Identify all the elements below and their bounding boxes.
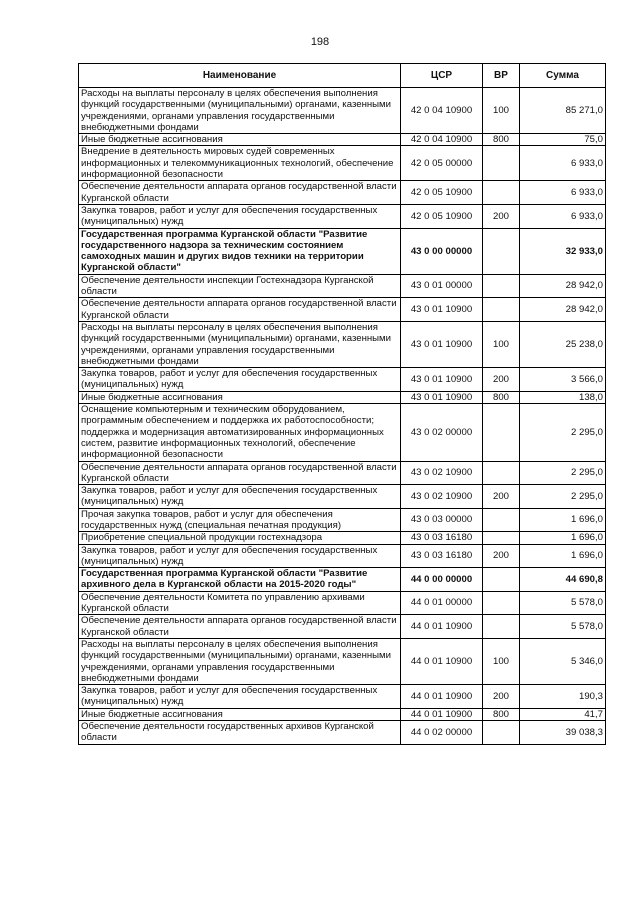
row-name-cell: Обеспечение деятельности аппарата органов государственной власти Курганской области (79, 615, 401, 639)
row-sum-cell: 5 578,0 (520, 591, 606, 615)
row-name-cell: Приобретение специальной продукции гостехнадзора (79, 532, 401, 544)
row-csr-cell: 44 0 01 10900 (401, 685, 483, 709)
row-sum-cell: 3 566,0 (520, 368, 606, 392)
row-csr-cell: 42 0 05 10900 (401, 181, 483, 205)
row-csr-cell: 43 0 01 10900 (401, 298, 483, 322)
row-sum-cell: 190,3 (520, 685, 606, 709)
table-row (79, 298, 606, 322)
row-name-cell: Обеспечение деятельности Комитета по управлению архивами Курганской области (79, 591, 401, 615)
row-sum-cell: 28 942,0 (520, 298, 606, 322)
row-name-cell: Обеспечение деятельности аппарата органов государственной власти Курганской области (79, 298, 401, 322)
table-row (79, 88, 606, 134)
row-csr-cell: 43 0 01 00000 (401, 274, 483, 298)
table-row (79, 615, 606, 639)
row-vr-cell (483, 146, 520, 181)
row-sum-cell: 1 696,0 (520, 544, 606, 568)
row-sum-cell: 28 942,0 (520, 274, 606, 298)
row-vr-cell (483, 461, 520, 485)
row-csr-cell: 43 0 03 00000 (401, 508, 483, 532)
row-name-cell: Государственная программа Курганской области "Развитие архивного дела в Курганской области на 2015-2020 годы" (79, 568, 401, 592)
row-csr-cell: 42 0 04 10900 (401, 88, 483, 134)
row-vr-cell: 200 (483, 204, 520, 228)
row-name-cell: Прочая закупка товаров, работ и услуг для обеспечения государственных нужд (специальная печатная продукция) (79, 508, 401, 532)
row-sum-cell: 41,7 (520, 708, 606, 720)
table-row (79, 228, 606, 274)
row-csr-cell: 42 0 04 10900 (401, 134, 483, 146)
row-vr-cell: 200 (483, 368, 520, 392)
row-vr-cell (483, 615, 520, 639)
row-name-cell: Закупка товаров, работ и услуг для обеспечения государственных (муниципальных) нужд (79, 204, 401, 228)
row-vr-cell (483, 591, 520, 615)
table-row (79, 461, 606, 485)
row-vr-cell (483, 181, 520, 205)
row-vr-cell (483, 228, 520, 274)
table-row (79, 485, 606, 509)
row-vr-cell: 800 (483, 708, 520, 720)
row-sum-cell: 6 933,0 (520, 204, 606, 228)
page-number: 198 (310, 36, 330, 48)
row-name-cell: Расходы на выплаты персоналу в целях обеспечения выполнения функций государственными (муниципальными) органами, казенными учреждениями, органами управления государственными внебюджетными фондами (79, 638, 401, 684)
row-csr-cell: 43 0 03 16180 (401, 544, 483, 568)
row-name-cell: Расходы на выплаты персоналу в целях обеспечения выполнения функций государственными (муниципальными) органами, казенными учреждениями, органами управления государственными внебюджетными фондами (79, 321, 401, 367)
row-sum-cell: 138,0 (520, 391, 606, 403)
header-csr: ЦСР (401, 64, 483, 88)
row-sum-cell: 75,0 (520, 134, 606, 146)
row-csr-cell: 44 0 01 00000 (401, 591, 483, 615)
table-row (79, 391, 606, 403)
row-csr-cell: 43 0 02 00000 (401, 404, 483, 461)
row-csr-cell: 43 0 00 00000 (401, 228, 483, 274)
row-sum-cell: 5 346,0 (520, 638, 606, 684)
table-row (79, 544, 606, 568)
row-csr-cell: 43 0 02 10900 (401, 461, 483, 485)
row-name-cell: Обеспечение деятельности аппарата органов государственной власти Курганской области (79, 461, 401, 485)
row-sum-cell: 25 238,0 (520, 321, 606, 367)
row-name-cell: Обеспечение деятельности инспекции Гостехнадзора Курганской области (79, 274, 401, 298)
table-row (79, 181, 606, 205)
row-csr-cell: 42 0 05 10900 (401, 204, 483, 228)
row-sum-cell: 32 933,0 (520, 228, 606, 274)
row-name-cell: Иные бюджетные ассигнования (79, 708, 401, 720)
row-name-cell: Внедрение в деятельность мировых судей современных информационных и телекоммуникационных технологий, обеспечение информационной безопасности (79, 146, 401, 181)
row-name-cell: Закупка товаров, работ и услуг для обеспечения государственных (муниципальных) нужд (79, 685, 401, 709)
row-sum-cell: 6 933,0 (520, 146, 606, 181)
header-sum: Сумма (520, 64, 606, 88)
row-vr-cell (483, 568, 520, 592)
row-sum-cell: 44 690,8 (520, 568, 606, 592)
table-row (79, 508, 606, 532)
row-vr-cell (483, 532, 520, 544)
row-vr-cell: 800 (483, 391, 520, 403)
row-name-cell: Расходы на выплаты персоналу в целях обеспечения выполнения функций государственными (муниципальными) органами, казенными учреждениями, органами управления государственными внебюджетными фондами (79, 88, 401, 134)
table-body (79, 88, 606, 745)
table-row (79, 146, 606, 181)
row-vr-cell (483, 404, 520, 461)
row-vr-cell: 200 (483, 485, 520, 509)
row-vr-cell: 100 (483, 321, 520, 367)
row-vr-cell: 200 (483, 544, 520, 568)
row-name-cell: Закупка товаров, работ и услуг для обеспечения государственных (муниципальных) нужд (79, 485, 401, 509)
header-vr: ВР (483, 64, 520, 88)
row-sum-cell: 1 696,0 (520, 508, 606, 532)
row-sum-cell: 2 295,0 (520, 485, 606, 509)
row-name-cell: Иные бюджетные ассигнования (79, 134, 401, 146)
table-row (79, 721, 606, 745)
row-csr-cell: 43 0 01 10900 (401, 368, 483, 392)
budget-table (78, 63, 606, 745)
table-header-row (79, 64, 606, 88)
table-row (79, 685, 606, 709)
row-vr-cell: 100 (483, 88, 520, 134)
row-vr-cell (483, 508, 520, 532)
table-row (79, 404, 606, 461)
row-name-cell: Обеспечение деятельности аппарата органов государственной власти Курганской области (79, 181, 401, 205)
header-name: Наименование (79, 64, 401, 88)
row-csr-cell: 43 0 01 10900 (401, 321, 483, 367)
row-sum-cell: 6 933,0 (520, 181, 606, 205)
row-name-cell: Иные бюджетные ассигнования (79, 391, 401, 403)
row-csr-cell: 43 0 03 16180 (401, 532, 483, 544)
row-csr-cell: 44 0 01 10900 (401, 708, 483, 720)
row-csr-cell: 44 0 00 00000 (401, 568, 483, 592)
row-csr-cell: 44 0 01 10900 (401, 638, 483, 684)
table-row (79, 568, 606, 592)
row-vr-cell (483, 721, 520, 745)
row-csr-cell: 42 0 05 00000 (401, 146, 483, 181)
table-row (79, 134, 606, 146)
row-sum-cell: 85 271,0 (520, 88, 606, 134)
table-row (79, 321, 606, 367)
row-sum-cell: 5 578,0 (520, 615, 606, 639)
table-row (79, 204, 606, 228)
row-name-cell: Государственная программа Курганской области "Развитие государственного надзора за техническим состоянием самоходных машин и других видов техники на территории Курганской области" (79, 228, 401, 274)
table-row (79, 368, 606, 392)
table-row (79, 708, 606, 720)
table-row (79, 591, 606, 615)
table-row (79, 274, 606, 298)
row-vr-cell (483, 274, 520, 298)
row-vr-cell: 200 (483, 685, 520, 709)
table-row (79, 638, 606, 684)
row-vr-cell: 100 (483, 638, 520, 684)
row-csr-cell: 44 0 01 10900 (401, 615, 483, 639)
row-sum-cell: 1 696,0 (520, 532, 606, 544)
row-csr-cell: 43 0 02 10900 (401, 485, 483, 509)
row-vr-cell: 800 (483, 134, 520, 146)
row-name-cell: Закупка товаров, работ и услуг для обеспечения государственных (муниципальных) нужд (79, 544, 401, 568)
row-sum-cell: 39 038,3 (520, 721, 606, 745)
row-name-cell: Закупка товаров, работ и услуг для обеспечения государственных (муниципальных) нужд (79, 368, 401, 392)
row-sum-cell: 2 295,0 (520, 404, 606, 461)
table-row (79, 532, 606, 544)
row-vr-cell (483, 298, 520, 322)
row-csr-cell: 44 0 02 00000 (401, 721, 483, 745)
row-sum-cell: 2 295,0 (520, 461, 606, 485)
row-name-cell: Оснащение компьютерным и техническим оборудованием, программным обеспечением и поддержка их работоспособности; поддержка и модернизация автоматизированных информационных систем, развитие информационных технологий, обеспечение информационной безопасности (79, 404, 401, 461)
row-name-cell: Обеспечение деятельности государственных архивов Курганской области (79, 721, 401, 745)
row-csr-cell: 43 0 01 10900 (401, 391, 483, 403)
